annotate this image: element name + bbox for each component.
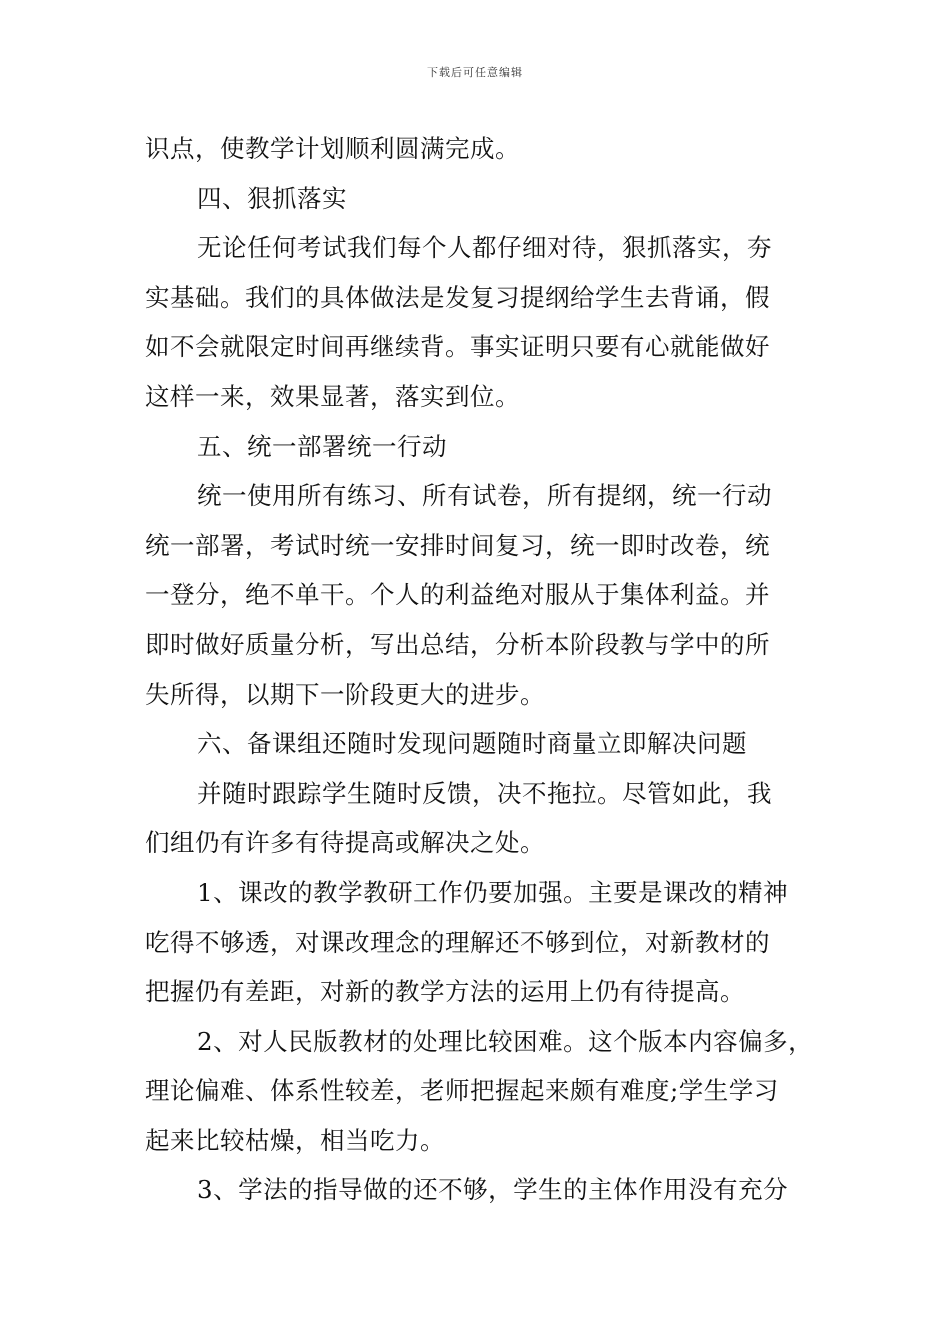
section-heading: 五、统一部署统一行动 bbox=[197, 431, 447, 461]
section-heading: 六、备课组还随时发现问题随时商量立即解决问题 bbox=[197, 729, 747, 759]
numbered-item: 3、学法的指导做的还不够，学生的主体作用没有充分 bbox=[197, 1175, 789, 1205]
text-line: 识点，使教学计划顺利圆满完成。 bbox=[145, 134, 520, 163]
document-body bbox=[145, 130, 815, 1221]
text-line: 并随时跟踪学生随时反馈，决不拖拉。尽管如此，我 bbox=[197, 778, 772, 808]
text-line: 如不会就限定时间再继续背。事实证明只要有心就能做好 bbox=[145, 332, 770, 362]
text-line: 理论偏难、体系性较差，老师把握起来颇有难度;学生学习 bbox=[145, 1076, 779, 1106]
text-line: 失所得，以期下一阶段更大的进步。 bbox=[145, 679, 545, 709]
text-line: 们组仍有许多有待提高或解决之处。 bbox=[145, 828, 545, 858]
text-line: 把握仍有差距，对新的教学方法的运用上仍有待提高。 bbox=[145, 977, 745, 1007]
header-note: 下载后可任意编辑 bbox=[427, 66, 523, 79]
text-line: 吃得不够透，对课改理念的理解还不够到位，对新教材的 bbox=[145, 927, 770, 957]
numbered-item: 2、对人民版教材的处理比较困难。这个版本内容偏多， bbox=[197, 1026, 814, 1056]
text-line: 统一部署，考试时统一安排时间复习，统一即时改卷，统 bbox=[145, 530, 770, 560]
text-line: 一登分，绝不单干。个人的利益绝对服从于集体利益。并 bbox=[145, 580, 770, 610]
text-line: 即时做好质量分析，写出总结，分析本阶段教与学中的所 bbox=[145, 629, 770, 659]
section-heading: 四、狠抓落实 bbox=[197, 183, 347, 213]
numbered-item: 1、课改的教学教研工作仍要加强。主要是课改的精神 bbox=[197, 877, 789, 907]
text-line: 实基础。我们的具体做法是发复习提纲给学生去背诵，假 bbox=[145, 282, 770, 312]
text-line: 这样一来，效果显著，落实到位。 bbox=[145, 381, 520, 411]
text-line: 无论任何考试我们每个人都仔细对待，狠抓落实，夯 bbox=[197, 233, 772, 263]
text-line: 起来比较枯燥，相当吃力。 bbox=[145, 1125, 445, 1155]
text-line: 统一使用所有练习、所有试卷，所有提纲，统一行动 bbox=[197, 481, 772, 511]
